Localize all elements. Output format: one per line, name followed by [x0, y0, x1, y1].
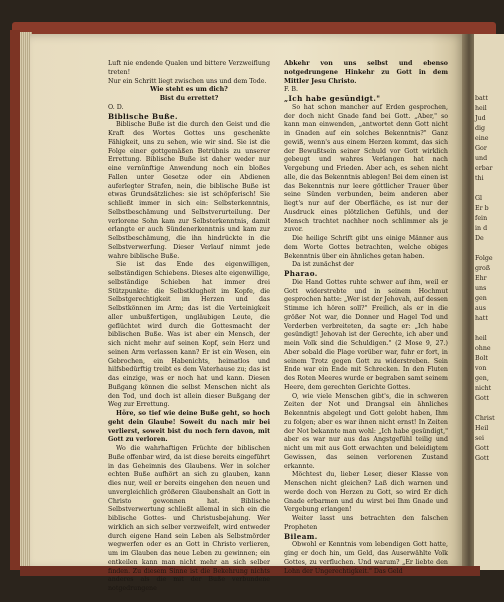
bleed-word: De: [475, 235, 484, 242]
intro-line: Luft nie endende Qualen und bittere Verzweiflung treten!: [108, 60, 270, 76]
bleed-word: Heil: [475, 425, 489, 432]
bleed-word: groß: [475, 265, 491, 272]
bleed-word: aus: [475, 305, 487, 312]
bleed-word: fein: [475, 215, 488, 222]
paragraph: Höre, so tief wie deine Buße geht, so hoch geht dein Glaube! Soweit du nach mir bei verlierst, soweit bist du noch fern davon, mit Gott zu verloren.: [108, 410, 270, 444]
bleed-word: Jud: [475, 115, 486, 122]
paragraph: O, wie viele Menschen gibt's, die in schweren Zeiten der Not und Drangsal ein ähnliches Bekenntnis abgelegt und Gott gelobt haben, Ihm zu folgen; aber es war ihnen nicht ernst! In Zeiten der Not bekannte man wohl: „Ich habe gesündigt," aber es war nur aus das Angstgefühl teilig und nicht um mit aus Gott erwachten und beleidigtem Gewissen, das seinen verlorenen Zustand erkannte.: [284, 392, 448, 470]
paragraph: Obwohl er Kenntnis vom lebendigen Gott hatte, ging er doch hin, um Geld, das Auserwählte Volk Gottes, zu verfluchen. Und warum? „Er liebte den Lohn der Ungerechtigkeit." Das Geld: [284, 541, 448, 575]
bleed-word: uns: [475, 285, 487, 292]
bleed-word: eine: [475, 135, 489, 142]
bleed-word: [475, 244, 504, 254]
bleed-word: heil: [475, 105, 487, 112]
author-signature: O. D.: [108, 103, 124, 111]
bleed-word: [475, 324, 504, 334]
intro-line: Nur ein Schritt liegt zwischen uns und dem Tode.: [108, 77, 267, 85]
paragraph: Wo die wahrhaftigen Früchte der biblischen Buße offenbar wird, da ist diese bereits eingeführt in das Geheimnis des Glaubens. Wer in solcher echten Buße aufhört an sich zu glauben, kann dies nur, weil er bereits eingehen den neuen und unvergleichlich größeren Glaubenshalt an Gott in Christo gewonnen hat. Biblische Selbstverwertung schließt allemal in sich ein die biblische Gottes- und Christusbejahung. Wer wirklich an sich selber verzweifelt, wird entweder durch eigene Hand sein Leben als Selbstmörder wegwerfen oder es an Gott in Christo verlieren, um im Glauben das neue Leben zu gewinnen; ein entkeilen kann man nicht mehr an sich selber finden. Zu diesem Sinne ist die Bekehrung nichts anderes als die mit der Buße verbundene notgedrungene: [108, 445, 271, 592]
paragraph: Da ist zunächst der: [292, 261, 354, 269]
paragraph: Weiter lasst uns betrachten den falschen Propheten: [284, 515, 448, 531]
bleed-word: Gl: [475, 195, 483, 202]
bleed-word: von: [475, 365, 487, 372]
bleed-word: Gott: [475, 395, 489, 402]
bleed-word: Ehr: [475, 275, 487, 282]
bleed-word: batt: [475, 95, 488, 102]
bleed-word: gen: [475, 295, 487, 302]
bleed-word: dig: [475, 125, 486, 132]
bleed-word: hatt: [475, 315, 488, 322]
bleed-word: [475, 404, 504, 414]
paragraph: Sie ist das Ende des eigenwilligen, selbständigen Schiebens. Dieses alte eigenwillige, selbständige Schieben hat immer drei Stützpunkte: die Selbstklugheit im Kopfe, die Selbstgerechtigkeit im Herzen und das Selbstkönnen im Arm; das ist die Verteinigkeit aller unbußfertigen, ungläubigen Leute, die geflüchtet wird durch die Gottesmacht der biblischen Buße. Was ist aber ein Mensch, der sich nicht mehr auf seinen Kopf, sein Herz und seinen Arm verlassen kann? Er ist ein Wesen, ein Gebrochen, ein Habenichts, heimatlos und hilfsbedürftig treibt es dem Vaterhause zu; das ist das einzige, was er noch hat und kann. Diesen Bußgang können die selbst Menschen nicht als den Tod, und doch ist allein dieser Bußgang der Weg zur Errettung.: [108, 261, 270, 409]
bleed-word: thi: [475, 175, 484, 182]
book-cover-spine: [10, 30, 20, 570]
bleed-word: Bolt: [475, 355, 488, 362]
bleed-word: heil: [475, 335, 487, 342]
bleed-word: und: [475, 155, 488, 162]
bleed-word: Gott: [475, 445, 489, 452]
bleed-word: Gor: [475, 145, 487, 152]
paragraph: Biblische Buße ist die durch den Geist und die Kraft des Wortes Gottes uns geschenkte Fähigkeit, uns zu sehen, wie wir sind. Sie ist die Folge einer gottgemäßen Betrübnis zu unserer Errettung. Biblische Buße ist daher weder nur eine vernünftige Anwendung noch ein bloßes Fallen unter Gesetze oder ein Abdienen auferlegter Strafen, nein, die biblische Buße ist etwas Grundsätzliches: sie ist schöpferisch! Sie schließt immer in sich ein: Selbsterkenntnis, Selbstbeschämung und Selbstverurteilung. Der verlorene Sohn kam zur Selbsterkenntnis, damit erlangte er auch Sündenerkenntnis und kam zur Selbstbeschämung, die ihn hindrückte in die Selbstverwerfung. Dieser Verlauf nimmt jede wahre biblische Buße.: [108, 121, 270, 260]
author-signature: F. B.: [284, 86, 299, 94]
bleed-word: Folge: [475, 255, 493, 262]
right-text-column: [284, 60, 448, 576]
bleed-word: nicht: [475, 385, 492, 392]
paragraph: Abkehr von uns selbst und ebenso notgedrungene Hinkehr zu Gott in dem Mittler Jesu Christo.: [284, 60, 448, 85]
subheading: Bileam.: [284, 531, 318, 541]
bleed-word: Gott: [475, 455, 489, 462]
right-page-edge: [474, 34, 504, 570]
left-text-column: [108, 60, 270, 594]
bleed-word: [475, 184, 504, 194]
bleed-word: sei: [475, 435, 484, 442]
paragraph: Die heilige Schrift gibt uns einige Männer aus dem Worte Gottes betrachten, welche obiges Bekenntnis über ein ähnliches getan haben.: [284, 235, 448, 260]
bleed-word: ohne: [475, 345, 491, 352]
bleed-word: Er b: [475, 205, 489, 212]
section-heading: Biblische Buße.: [108, 111, 178, 121]
bleed-word: Christ: [475, 415, 495, 422]
paragraph: Die Hand Gottes ruhte schwer auf ihm, weil er Gott widerstrebte und in seinem Hochmut gesprochen hatte: „Wer ist der Jehovah, auf dessen Stimme ich hören soll?" Freilich, als er in die größer Not war, die Donner und Hagel Tod und Verderben verbreiteten, da sagte er: „Ich habe gesündigt! Jehovah ist der Gerechte, ich aber und mein Volk sind die Schuldigen." (2 Mose 9, 27.) Aber sobald die Plage vorüber war, fuhr er fort, in seinem Trotz gegen Gott zu widerstreben. Sein Ende war ein Ende mit Schrecken. In den Fluten des Roten Meeres wurde er begraben samt seinem Heere, dem gerechten Gerichte Gottes.: [284, 278, 448, 391]
bleed-word: gen,: [475, 375, 489, 382]
section-heading: „Ich habe gesündigt.": [284, 94, 381, 103]
bleed-word: erbar: [475, 165, 493, 172]
subheading: Pharao.: [284, 269, 318, 278]
bleed-word: in d: [475, 225, 488, 232]
paragraph: So hat schon mancher auf Erden gesprochen, der doch nicht Gnade fand bei Gott. „Aber," so kann man einwenden, „antwortet denn Gott nicht in Gnaden auf ein solches Bekenntnis?" Ganz gewiß, wenn's aus einem Herzen kommt, das sich der Bewußtsein seiner Schuld vor Gott wirklich gebeugt und wahres Verlangen hat nach Vergebung und Frieden. Aber ach, es sehen nicht alle, die das Bekenntnis ablegen! Bei dem einen ist das Bekenntnis nur leere göttlicher Trauer über seine Sünden verbunden, beim anderen aber liegt's nur auf der Oberfläche, es ist nur der Ausdruck eines plötzlichen Gefühls, und der Mensch trachtet nachher noch schlimmer als je zuvor.: [284, 103, 448, 234]
right-page-bleed-text: [475, 94, 504, 464]
paragraph: Möchtest du, lieber Leser, dieser Klasse von Menschen nicht gleichen? Laß dich warnen und werde doch von Herzen zu Gott, so wird Er dich Gnade erbarmen und du wirst bei Ihm Gnade und Vergebung erlangen!: [284, 471, 448, 514]
question-line: Bist du errettet?: [159, 95, 219, 102]
question-line: Wie steht es um dich?: [150, 86, 228, 94]
